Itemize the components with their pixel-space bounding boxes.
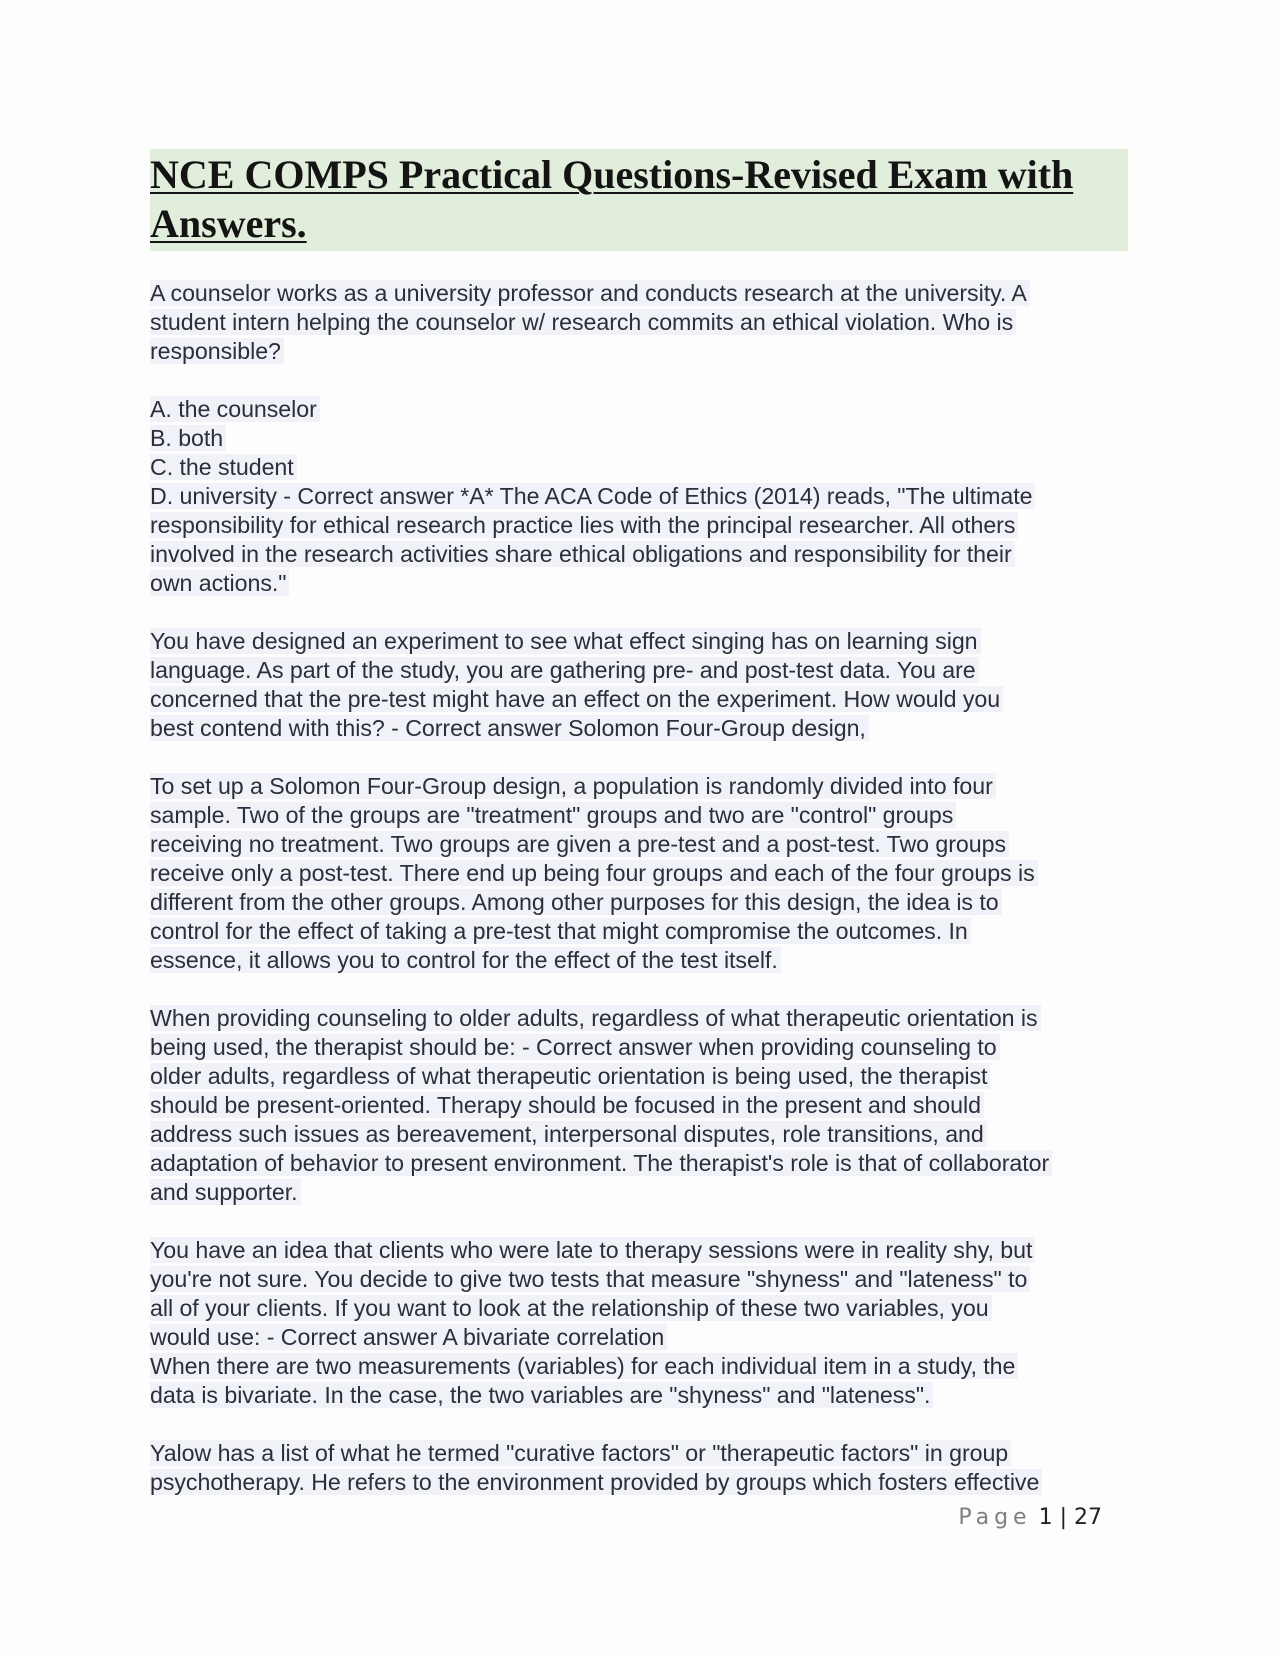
line-wrapper bbox=[150, 1120, 1128, 1149]
document-title bbox=[150, 150, 1128, 248]
line-wrapper bbox=[150, 279, 1128, 308]
paragraph bbox=[150, 1236, 1128, 1410]
title-line: Answers. bbox=[150, 201, 307, 246]
line-wrapper bbox=[150, 859, 1128, 888]
text-line: should be present-oriented. Therapy should be focused in the present and should bbox=[150, 1092, 984, 1118]
line-wrapper bbox=[150, 395, 1128, 424]
text-line: different from the other groups. Among other purposes for this design, the idea is to bbox=[150, 889, 1002, 915]
text-line: receiving no treatment. Two groups are given a pre-test and a post-test. Two groups bbox=[150, 831, 1009, 857]
line-wrapper bbox=[150, 1178, 1128, 1207]
paragraph bbox=[150, 627, 1128, 743]
line-wrapper bbox=[150, 569, 1128, 598]
text-line: psychotherapy. He refers to the environment provided by groups which fosters effective bbox=[150, 1469, 1042, 1495]
line-wrapper bbox=[150, 1381, 1128, 1410]
text-line: best contend with this? - Correct answer Solomon Four-Group design, bbox=[150, 715, 869, 741]
text-line: B. both bbox=[150, 425, 226, 451]
document-page bbox=[150, 149, 1128, 1526]
line-wrapper bbox=[150, 888, 1128, 917]
text-line: address such issues as bereavement, interpersonal disputes, role transitions, and bbox=[150, 1121, 987, 1147]
line-wrapper bbox=[150, 540, 1128, 569]
title-line: NCE COMPS Practical Questions-Revised Exam with bbox=[150, 152, 1074, 197]
line-wrapper bbox=[150, 1236, 1128, 1265]
line-wrapper bbox=[150, 482, 1128, 511]
text-line: C. the student bbox=[150, 454, 297, 480]
line-wrapper bbox=[150, 917, 1128, 946]
text-line: A. the counselor bbox=[150, 396, 320, 422]
line-wrapper bbox=[150, 337, 1128, 366]
line-wrapper bbox=[150, 627, 1128, 656]
line-wrapper bbox=[150, 685, 1128, 714]
line-wrapper bbox=[150, 308, 1128, 337]
line-wrapper bbox=[150, 511, 1128, 540]
text-line: sample. Two of the groups are "treatment" groups and two are "control" groups bbox=[150, 802, 956, 828]
text-line: concerned that the pre-test might have an effect on the experiment. How would you bbox=[150, 686, 1003, 712]
paragraph bbox=[150, 1004, 1128, 1207]
line-wrapper bbox=[150, 1468, 1128, 1497]
text-line: data is bivariate. In the case, the two variables are "shyness" and "lateness". bbox=[150, 1382, 933, 1408]
paragraph bbox=[150, 772, 1128, 975]
line-wrapper bbox=[150, 1352, 1128, 1381]
line-wrapper bbox=[150, 1004, 1128, 1033]
line-wrapper bbox=[150, 424, 1128, 453]
text-line: all of your clients. If you want to look at the relationship of these two variables, you bbox=[150, 1295, 992, 1321]
page-separator: | bbox=[1059, 1505, 1067, 1530]
text-line: You have designed an experiment to see what effect singing has on learning sign bbox=[150, 628, 981, 654]
line-wrapper bbox=[150, 946, 1128, 975]
text-line: Yalow has a list of what he termed "curative factors" or "therapeutic factors" in group bbox=[150, 1440, 1011, 1466]
text-line: When providing counseling to older adults, regardless of what therapeutic orientation is bbox=[150, 1005, 1041, 1031]
line-wrapper bbox=[150, 1323, 1128, 1352]
text-line: responsibility for ethical research practice lies with the principal researcher. All others bbox=[150, 512, 1018, 538]
page-total: 27 bbox=[1074, 1505, 1102, 1530]
text-line: A counselor works as a university professor and conducts research at the university. A bbox=[150, 280, 1030, 306]
title-block bbox=[150, 149, 1128, 251]
text-line: language. As part of the study, you are gathering pre- and post-test data. You are bbox=[150, 657, 979, 683]
line-wrapper bbox=[150, 830, 1128, 859]
text-line: essence, it allows you to control for the effect of the test itself. bbox=[150, 947, 781, 973]
paragraph bbox=[150, 1439, 1128, 1497]
paragraph bbox=[150, 279, 1128, 366]
text-line: receive only a post-test. There end up being four groups and each of the four groups is bbox=[150, 860, 1038, 886]
line-wrapper bbox=[150, 714, 1128, 743]
line-wrapper bbox=[150, 1091, 1128, 1120]
paragraph bbox=[150, 395, 1128, 598]
document-body bbox=[150, 279, 1128, 1497]
text-line: being used, the therapist should be: - Correct answer when providing counseling to bbox=[150, 1034, 1000, 1060]
line-wrapper bbox=[150, 801, 1128, 830]
page-label: Page bbox=[958, 1505, 1032, 1530]
line-wrapper bbox=[150, 1439, 1128, 1468]
line-wrapper bbox=[150, 1033, 1128, 1062]
text-line: older adults, regardless of what therapeutic orientation is being used, the therapist bbox=[150, 1063, 990, 1089]
text-line: student intern helping the counselor w/ research commits an ethical violation. Who is bbox=[150, 309, 1016, 335]
text-line: you're not sure. You decide to give two tests that measure "shyness" and "lateness" to bbox=[150, 1266, 1030, 1292]
line-wrapper bbox=[150, 772, 1128, 801]
text-line: adaptation of behavior to present environment. The therapist's role is that of collaborator bbox=[150, 1150, 1052, 1176]
text-line: own actions." bbox=[150, 570, 289, 596]
page-footer bbox=[958, 1505, 1102, 1530]
text-line: To set up a Solomon Four-Group design, a population is randomly divided into four bbox=[150, 773, 996, 799]
text-line: and supporter. bbox=[150, 1179, 301, 1205]
line-wrapper bbox=[150, 656, 1128, 685]
text-line: would use: - Correct answer A bivariate correlation bbox=[150, 1324, 667, 1350]
text-line: responsible? bbox=[150, 338, 284, 364]
text-line: involved in the research activities share ethical obligations and responsibility for their bbox=[150, 541, 1015, 567]
line-wrapper bbox=[150, 453, 1128, 482]
text-line: control for the effect of taking a pre-test that might compromise the outcomes. In bbox=[150, 918, 971, 944]
line-wrapper bbox=[150, 1294, 1128, 1323]
text-line: You have an idea that clients who were late to therapy sessions were in reality shy, but bbox=[150, 1237, 1035, 1263]
text-line: When there are two measurements (variables) for each individual item in a study, the bbox=[150, 1353, 1018, 1379]
text-line: D. university - Correct answer *A* The ACA Code of Ethics (2014) reads, "The ultimate bbox=[150, 483, 1035, 509]
page-number: 1 bbox=[1038, 1505, 1053, 1530]
line-wrapper bbox=[150, 1062, 1128, 1091]
line-wrapper bbox=[150, 1149, 1128, 1178]
line-wrapper bbox=[150, 1265, 1128, 1294]
